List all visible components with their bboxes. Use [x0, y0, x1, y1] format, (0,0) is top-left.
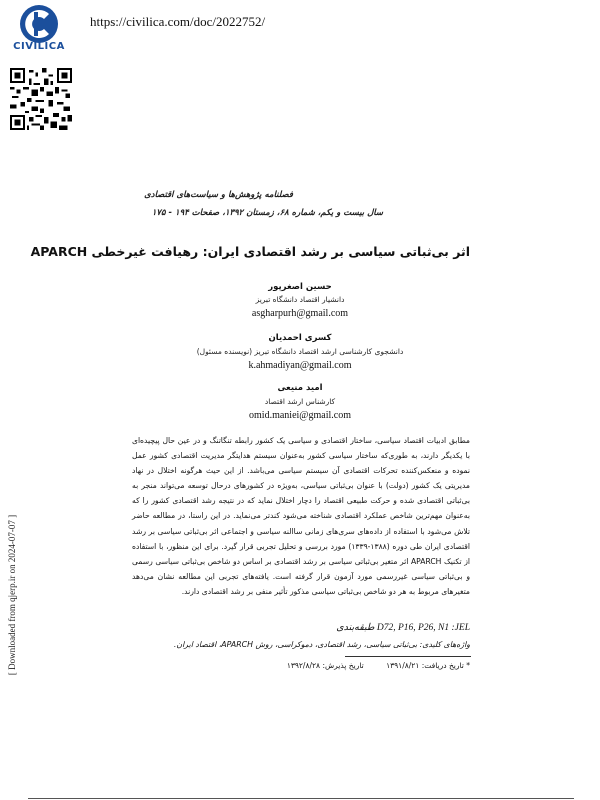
page-bottom-rule: [28, 798, 574, 799]
dates-line: [198, 661, 470, 670]
journal-name: فصلنامه پژوهش‌ها و سیاست‌های اقتصادی: [144, 190, 293, 200]
footnote-divider: [345, 656, 471, 657]
author-affiliation: کارشناس ارشد اقتصاد: [264, 397, 336, 406]
jel-classification: D72, P16, P26, N1 :JEL طبقه‌بندی: [336, 623, 470, 633]
logo-text: CIVILICA: [13, 41, 65, 52]
author-email[interactable]: omid.maniei@gmail.com: [249, 410, 351, 421]
author-email[interactable]: asgharpurh@gmail.com: [251, 308, 349, 319]
qr-code-icon: [10, 68, 72, 130]
author-affiliation: دانشیار اقتصاد دانشگاه تبریز: [255, 295, 345, 304]
author-name: امید منیعی: [277, 383, 323, 393]
abstract: [132, 433, 470, 599]
author-affiliation: دانشجوی کارشناسی ارشد اقتصاد دانشگاه تبریز (نویسنده مسئول): [196, 347, 404, 356]
author-name: کسری احمدیان: [268, 333, 332, 343]
paper-title: اثر بی‌ثباتی سیاسی بر رشد اقتصادی ایران: رهیافت غیرخطی APARCH: [30, 244, 470, 259]
author-name: حسین اصغرپور: [268, 282, 332, 292]
date-received: * تاریخ دریافت: ۱۳۹۱/۸/۲۱: [386, 661, 470, 670]
download-note: [ Downloaded from qjerp.ir on 2024-07-07 ]: [7, 514, 17, 676]
author-email[interactable]: k.ahmadiyan@gmail.com: [248, 360, 352, 371]
document-url[interactable]: https://civilica.com/doc/2022752/: [90, 14, 266, 29]
issue-line: سال بیست و یکم، شماره ۶۸، زمستان ۱۳۹۲، صفحات ۱۹۴ - ۱۷۵: [151, 208, 383, 218]
abstract-text: مطابق ادبیات اقتصاد سیاسی، ساختار اقتصادی و سیاسی یک کشور رابطه تنگاتنگ و در عین حال پیچیده‌ای با یکدیگر دارند، به طوری‌که ساختار سیاسی کشور به‌عنوان سیستم هدایتگر مدیریت اقتصادی کشور عمل نموده و منعکس‌کننده تحرکات اقتصادی آن سیستم سیاسی می‌باشد. از این حیث هرگونه اختلال در نهاد مدیریتی یک کشور (دولت) با عنوان بی‌ثباتی سیاسی، به‌ویژه در کشورهای درحال توسعه می‌تواند منجر به بی‌ثباتی اقتصادی شده و حرکت طبیعی اقتصاد را دچار اختلال نماید که در نتیجه رشد اقتصادی کشور را که به‌عنوان مهم‌ترین شاخص عملکرد اقتصادی شناخته می‌شود کندتر می‌نماید. در این راستا، در مطالعه حاضر تلاش می‌شود با استفاده از داده‌های سری‌های زمانی ساالنه سیاسی و اجتماعی اثر بی‌ثباتی سیاسی بر رشد اقتصادی ایران طی دوره (۱۳۸۸-۱۳۳۹) مورد بررسی و تحلیل تجربی قرار گیرد. برای این منظور، با استفاده از تکنیک APARCH اثر متغیر بی‌ثباتی سیاسی بر رشد اقتصادی بر اساس دو شاخص بی‌ثباتی سیاسی رسمی و بی‌ثباتی سیاسی غیررسمی مورد آزمون قرار گرفته است. یافته‌های تجربی این مطالعه نشان می‌دهد متغیرهای مربوط به هر دو شاخص بی‌ثباتی سیاسی مذکور تأثیر منفی بر رشد اقتصادی دارند.: [132, 436, 471, 596]
date-accepted: تاریخ پذیرش: ۱۳۹۲/۸/۲۸: [286, 661, 364, 670]
keywords: واژه‌های کلیدی: بی‌ثباتی سیاسی، رشد اقتصادی، دموکراسی، روش APARCH، اقتصاد ایران.: [173, 640, 470, 649]
